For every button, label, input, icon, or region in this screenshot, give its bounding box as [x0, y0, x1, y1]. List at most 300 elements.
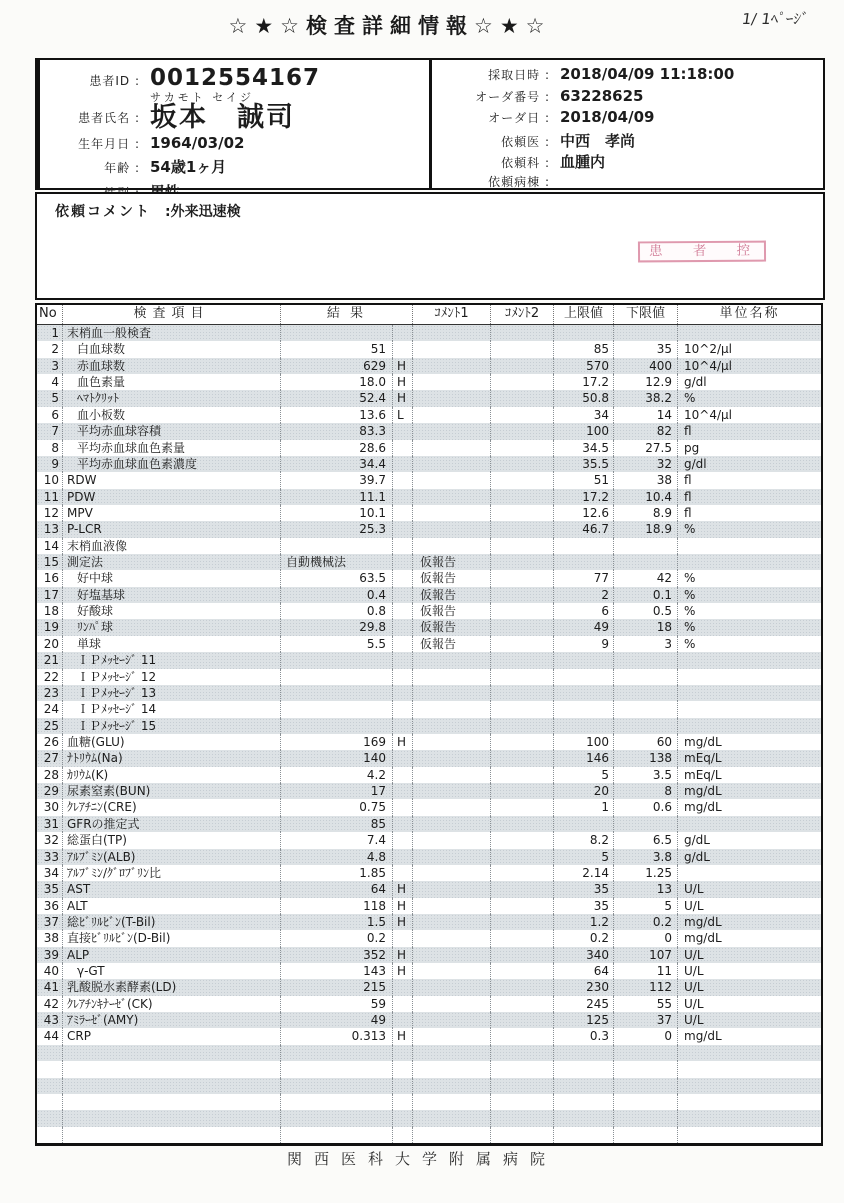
cell-item: GFRの推定式	[62, 816, 280, 832]
cell-low: 0.1	[613, 587, 677, 603]
cell-flag: H	[392, 1028, 412, 1044]
cell-item: ｶﾘｳﾑ(K)	[62, 767, 280, 783]
birthdate-label: 生年月日 :	[78, 137, 140, 151]
cell-up: 2	[553, 587, 613, 603]
cell-result: 629	[280, 358, 392, 374]
cell-result: 5.5	[280, 636, 392, 652]
cell-up	[553, 1094, 613, 1110]
cell-unit: mEq/L	[677, 767, 821, 783]
cell-item: MPV	[62, 505, 280, 521]
cell-up: 34	[553, 407, 613, 423]
cell-result: 7.4	[280, 832, 392, 848]
cell-unit	[677, 652, 821, 668]
cell-low: 0.5	[613, 603, 677, 619]
cell-low: 38.2	[613, 390, 677, 406]
cell-flag	[392, 505, 412, 521]
cell-no: 32	[43, 833, 59, 848]
cell-low: 13	[613, 881, 677, 897]
cell-c2	[490, 750, 553, 766]
cell-low: 10.4	[613, 489, 677, 505]
cell-flag: H	[392, 390, 412, 406]
cell-c1	[412, 767, 490, 783]
cell-up: 49	[553, 619, 613, 635]
cell-flag	[392, 849, 412, 865]
cell-flag	[392, 669, 412, 685]
cell-no: 6	[51, 407, 59, 422]
header-test-item: 検査項目	[62, 305, 280, 324]
cell-result	[280, 325, 392, 341]
patient-id-value: 0012554167	[150, 65, 321, 91]
cell-low	[613, 554, 677, 570]
cell-low: 60	[613, 734, 677, 750]
cell-no: 27	[43, 751, 59, 766]
table-row	[37, 472, 821, 488]
cell-item: 総ﾋﾞﾘﾙﾋﾞﾝ(T-Bil)	[62, 914, 280, 930]
cell-flag	[392, 521, 412, 537]
cell-no: 13	[43, 522, 59, 537]
cell-unit: 10^2/μl	[677, 341, 821, 357]
cell-c2	[490, 440, 553, 456]
cell-result: 51	[280, 341, 392, 357]
cell-c1	[412, 341, 490, 357]
cell-flag	[392, 636, 412, 652]
cell-unit: 10^4/μl	[677, 407, 821, 423]
cell-result	[280, 652, 392, 668]
cell-low	[613, 652, 677, 668]
table-row	[37, 1028, 821, 1044]
sampling-datetime-label: 採取日時 :	[488, 68, 550, 82]
cell-no: 26	[43, 734, 59, 749]
cell-result	[280, 701, 392, 717]
cell-up	[553, 554, 613, 570]
cell-up	[553, 1061, 613, 1077]
cell-low: 32	[613, 456, 677, 472]
cell-up: 1.2	[553, 914, 613, 930]
cell-up: 46.7	[553, 521, 613, 537]
cell-no: 40	[43, 964, 59, 979]
cell-unit	[677, 1094, 821, 1110]
cell-low	[613, 538, 677, 554]
cell-up: 17.2	[553, 374, 613, 390]
cell-no: 11	[43, 489, 59, 504]
cell-item: ｸﾚｱﾁﾝｷﾅｰｾﾞ(CK)	[62, 996, 280, 1012]
cell-c1	[412, 374, 490, 390]
cell-c1: 仮報告	[412, 603, 490, 619]
cell-up	[553, 538, 613, 554]
cell-unit	[677, 1045, 821, 1061]
cell-result: 1.5	[280, 914, 392, 930]
cell-item: ｱﾐﾗｰｾﾞ(AMY)	[62, 1012, 280, 1028]
cell-low	[613, 1078, 677, 1094]
cell-c2	[490, 947, 553, 963]
hospital-name-footer: 関西医科大学附属病院	[286, 1150, 557, 1168]
cell-unit: %	[677, 587, 821, 603]
cell-result: 39.7	[280, 472, 392, 488]
cell-c2	[490, 358, 553, 374]
cell-up: 340	[553, 947, 613, 963]
table-row	[37, 898, 821, 914]
cell-c1	[412, 1094, 490, 1110]
cell-no: 18	[43, 604, 59, 619]
cell-item: ｱﾙﾌﾞﾐﾝ/ｸﾞﾛﾌﾞﾘﾝ比	[62, 865, 280, 881]
cell-result: 83.3	[280, 423, 392, 439]
cell-no: 10	[43, 473, 59, 488]
cell-low: 5	[613, 898, 677, 914]
cell-c2	[490, 587, 553, 603]
cell-low: 3.5	[613, 767, 677, 783]
cell-c1	[412, 701, 490, 717]
cell-unit	[677, 685, 821, 701]
cell-result	[280, 1045, 392, 1061]
table-row	[37, 538, 821, 554]
cell-item	[62, 1110, 280, 1126]
cell-unit: g/dl	[677, 374, 821, 390]
cell-low	[613, 1045, 677, 1061]
cell-no: 12	[43, 505, 59, 520]
cell-no: 21	[43, 653, 59, 668]
table-row-empty	[37, 1110, 821, 1126]
cell-low	[613, 718, 677, 734]
cell-c1	[412, 865, 490, 881]
cell-c2	[490, 799, 553, 815]
cell-c1	[412, 783, 490, 799]
cell-up	[553, 1110, 613, 1126]
cell-unit	[677, 669, 821, 685]
cell-flag: H	[392, 881, 412, 897]
table-row	[37, 767, 821, 783]
cell-item: 直接ﾋﾞﾘﾙﾋﾞﾝ(D-Bil)	[62, 930, 280, 946]
lab-results-table	[35, 303, 823, 1146]
cell-result: 215	[280, 979, 392, 995]
cell-result: 34.4	[280, 456, 392, 472]
table-row	[37, 374, 821, 390]
cell-flag	[392, 832, 412, 848]
cell-flag	[392, 799, 412, 815]
cell-unit	[677, 718, 821, 734]
cell-unit: fl	[677, 472, 821, 488]
cell-no: 20	[43, 636, 59, 651]
cell-c1	[412, 489, 490, 505]
cell-low: 0.6	[613, 799, 677, 815]
table-row	[37, 685, 821, 701]
cell-no: 23	[43, 685, 59, 700]
request-comment-value: :外来迅速検	[165, 204, 241, 220]
cell-item	[62, 1094, 280, 1110]
cell-no: 2	[51, 342, 59, 357]
cell-c2	[490, 996, 553, 1012]
cell-c1	[412, 979, 490, 995]
cell-up: 6	[553, 603, 613, 619]
cell-c2	[490, 914, 553, 930]
cell-c1	[412, 423, 490, 439]
table-row	[37, 456, 821, 472]
cell-flag	[392, 783, 412, 799]
cell-low: 3	[613, 636, 677, 652]
cell-no: 34	[43, 865, 59, 880]
cell-up	[553, 1078, 613, 1094]
cell-c1: 仮報告	[412, 619, 490, 635]
table-row	[37, 554, 821, 570]
cell-up: 85	[553, 341, 613, 357]
cell-unit	[677, 1127, 821, 1143]
cell-no: 35	[43, 882, 59, 897]
cell-result	[280, 1110, 392, 1126]
cell-c1	[412, 1110, 490, 1126]
cell-unit: mg/dL	[677, 783, 821, 799]
cell-up	[553, 816, 613, 832]
cell-result: 29.8	[280, 619, 392, 635]
cell-unit: %	[677, 636, 821, 652]
cell-item: ＩＰﾒｯｾｰｼﾞ 12	[62, 669, 280, 685]
cell-low: 82	[613, 423, 677, 439]
cell-no: 44	[43, 1029, 59, 1044]
header-no: No	[39, 306, 57, 321]
cell-c2	[490, 734, 553, 750]
cell-flag: H	[392, 374, 412, 390]
cell-flag: L	[392, 407, 412, 423]
cell-c2	[490, 325, 553, 341]
table-row	[37, 914, 821, 930]
cell-item: 好酸球	[62, 603, 280, 619]
patient-name-block	[150, 92, 295, 131]
cell-no: 5	[51, 391, 59, 406]
cell-result	[280, 1061, 392, 1077]
header-lower-limit: 下限値	[613, 305, 677, 324]
cell-c2	[490, 570, 553, 586]
cell-no: 38	[43, 931, 59, 946]
cell-c1: 仮報告	[412, 636, 490, 652]
cell-result: 0.313	[280, 1028, 392, 1044]
cell-unit	[677, 538, 821, 554]
age-value: 54歳1ヶ月	[150, 158, 227, 176]
cell-low: 8	[613, 783, 677, 799]
cell-up: 9	[553, 636, 613, 652]
cell-no: 14	[43, 538, 59, 553]
cell-c2	[490, 685, 553, 701]
cell-c2	[490, 652, 553, 668]
cell-no: 24	[43, 702, 59, 717]
cell-c1	[412, 734, 490, 750]
cell-result: 64	[280, 881, 392, 897]
request-comment-box	[35, 192, 825, 300]
cell-c2	[490, 979, 553, 995]
cell-unit	[677, 554, 821, 570]
cell-c1	[412, 849, 490, 865]
cell-c1	[412, 1045, 490, 1061]
cell-up: 34.5	[553, 440, 613, 456]
cell-c1	[412, 750, 490, 766]
cell-c2	[490, 1127, 553, 1143]
cell-item: 乳酸脱水素酵素(LD)	[62, 979, 280, 995]
cell-no	[37, 1110, 62, 1126]
cell-up: 125	[553, 1012, 613, 1028]
cell-unit: U/L	[677, 979, 821, 995]
cell-low	[613, 1061, 677, 1077]
cell-result: 59	[280, 996, 392, 1012]
cell-no: 43	[43, 1013, 59, 1028]
cell-flag	[392, 1061, 412, 1077]
patient-name-label: 患者氏名 :	[78, 111, 140, 125]
cell-result: 118	[280, 898, 392, 914]
cell-item: 血色素量	[62, 374, 280, 390]
cell-up: 35	[553, 898, 613, 914]
cell-flag	[392, 1045, 412, 1061]
cell-item: 好塩基球	[62, 587, 280, 603]
cell-c2	[490, 489, 553, 505]
cell-item: 総蛋白(TP)	[62, 832, 280, 848]
cell-result: 140	[280, 750, 392, 766]
cell-flag: H	[392, 947, 412, 963]
cell-low: 11	[613, 963, 677, 979]
table-row	[37, 521, 821, 537]
cell-up: 5	[553, 849, 613, 865]
cell-up: 50.8	[553, 390, 613, 406]
cell-flag	[392, 619, 412, 635]
table-row	[37, 440, 821, 456]
table-row	[37, 996, 821, 1012]
cell-c1	[412, 914, 490, 930]
cell-c2	[490, 505, 553, 521]
table-row	[37, 701, 821, 717]
cell-unit: g/dL	[677, 832, 821, 848]
table-row	[37, 963, 821, 979]
cell-low: 0.2	[613, 914, 677, 930]
cell-item: ALT	[62, 898, 280, 914]
cell-flag	[392, 979, 412, 995]
cell-c1	[412, 358, 490, 374]
cell-low: 42	[613, 570, 677, 586]
cell-low: 107	[613, 947, 677, 963]
cell-unit: fl	[677, 489, 821, 505]
cell-no: 39	[43, 947, 59, 962]
cell-unit: U/L	[677, 898, 821, 914]
cell-no: 4	[51, 375, 59, 390]
cell-item	[62, 1045, 280, 1061]
cell-result: 0.8	[280, 603, 392, 619]
cell-result: 10.1	[280, 505, 392, 521]
cell-result: 63.5	[280, 570, 392, 586]
table-row	[37, 1012, 821, 1028]
cell-up	[553, 701, 613, 717]
cell-item: γ-GT	[62, 963, 280, 979]
cell-result: 4.2	[280, 767, 392, 783]
cell-item: ＩＰﾒｯｾｰｼﾞ 11	[62, 652, 280, 668]
table-row	[37, 979, 821, 995]
cell-c2	[490, 1094, 553, 1110]
cell-result: 85	[280, 816, 392, 832]
sampling-datetime-value: 2018/04/09 11:18:00	[560, 65, 735, 83]
cell-low: 3.8	[613, 849, 677, 865]
cell-item: 末梢血液像	[62, 538, 280, 554]
patient-order-info-section	[35, 58, 825, 190]
cell-flag	[392, 489, 412, 505]
cell-result: 0.4	[280, 587, 392, 603]
table-row	[37, 325, 821, 341]
cell-unit: mg/dL	[677, 799, 821, 815]
cell-c2	[490, 865, 553, 881]
cell-low: 6.5	[613, 832, 677, 848]
cell-result: 0.2	[280, 930, 392, 946]
table-row	[37, 407, 821, 423]
cell-no: 1	[51, 326, 59, 340]
cell-low: 8.9	[613, 505, 677, 521]
cell-up	[553, 685, 613, 701]
cell-up	[553, 718, 613, 734]
header-unit-name: 単位名称	[677, 305, 821, 324]
cell-up: 0.3	[553, 1028, 613, 1044]
cell-up: 2.14	[553, 865, 613, 881]
cell-flag	[392, 1078, 412, 1094]
cell-item: ＩＰﾒｯｾｰｼﾞ 15	[62, 718, 280, 734]
table-row	[37, 881, 821, 897]
table-row-empty	[37, 1045, 821, 1061]
patient-copy-stamp: 患 者 控	[638, 241, 766, 263]
cell-no: 17	[43, 587, 59, 602]
cell-no: 9	[51, 456, 59, 471]
cell-no	[37, 1061, 62, 1077]
cell-result: 18.0	[280, 374, 392, 390]
cell-flag	[392, 685, 412, 701]
cell-up: 570	[553, 358, 613, 374]
cell-item: ｱﾙﾌﾞﾐﾝ(ALB)	[62, 849, 280, 865]
cell-item: ﾅﾄﾘｳﾑ(Na)	[62, 750, 280, 766]
patient-name-value: 坂本 誠司	[150, 102, 295, 133]
cell-result: 17	[280, 783, 392, 799]
cell-flag	[392, 1110, 412, 1126]
table-row	[37, 865, 821, 881]
cell-c2	[490, 390, 553, 406]
cell-unit: %	[677, 603, 821, 619]
requesting-doctor-label: 依頼医 :	[501, 134, 550, 149]
cell-c1	[412, 472, 490, 488]
cell-unit: %	[677, 521, 821, 537]
cell-low	[613, 669, 677, 685]
cell-up: 12.6	[553, 505, 613, 521]
header-result: 結 果	[280, 305, 412, 324]
cell-no: 36	[43, 898, 59, 913]
cell-item: ﾍﾏﾄｸﾘｯﾄ	[62, 390, 280, 406]
cell-low: 18	[613, 619, 677, 635]
cell-result: 52.4	[280, 390, 392, 406]
cell-up: 100	[553, 423, 613, 439]
table-row	[37, 849, 821, 865]
cell-result: 169	[280, 734, 392, 750]
cell-c1	[412, 1012, 490, 1028]
cell-c1	[412, 832, 490, 848]
cell-no: 3	[51, 358, 59, 373]
cell-result: 25.3	[280, 521, 392, 537]
cell-c1	[412, 718, 490, 734]
table-row	[37, 341, 821, 357]
cell-flag: H	[392, 734, 412, 750]
cell-unit: mg/dL	[677, 1028, 821, 1044]
cell-c2	[490, 701, 553, 717]
cell-c2	[490, 521, 553, 537]
cell-item: RDW	[62, 472, 280, 488]
cell-c1	[412, 407, 490, 423]
cell-no: 33	[43, 849, 59, 864]
cell-low	[613, 1094, 677, 1110]
table-row	[37, 816, 821, 832]
cell-flag	[392, 996, 412, 1012]
cell-up: 146	[553, 750, 613, 766]
cell-no: 31	[43, 816, 59, 831]
cell-unit: %	[677, 390, 821, 406]
cell-low: 38	[613, 472, 677, 488]
patient-name-kana: サカモト セイジ	[150, 91, 254, 104]
cell-c1: 仮報告	[412, 587, 490, 603]
cell-c2	[490, 456, 553, 472]
